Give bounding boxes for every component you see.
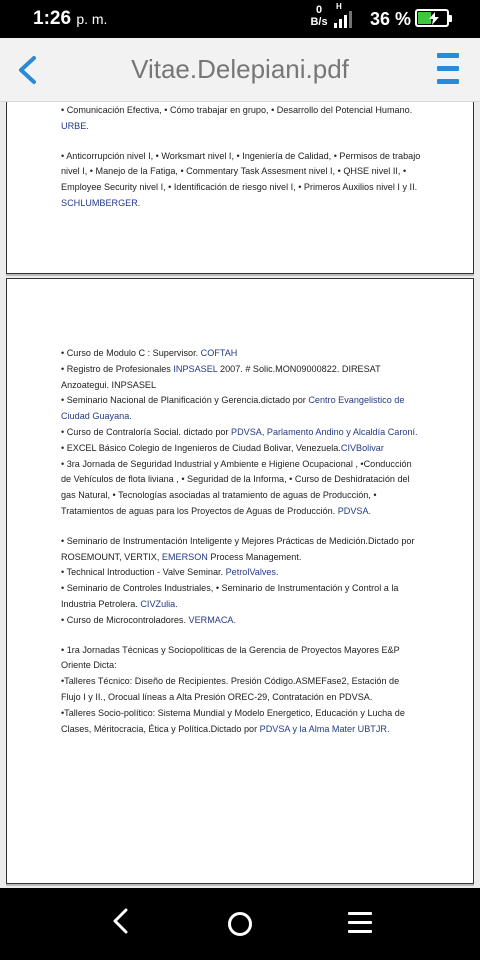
pdf-page — [6, 102, 474, 274]
document-paragraph — [61, 565, 421, 581]
document-paragraph — [61, 149, 421, 212]
document-paragraph — [61, 425, 421, 441]
hamburger-menu-icon — [437, 53, 459, 58]
system-nav-bar — [0, 888, 480, 960]
nav-recents-button[interactable] — [348, 912, 372, 934]
document-text: • Seminario de Controles Industriales, • Seminario de Instrumentación y Control a la Industria Petrolera. — [61, 583, 399, 609]
document-paragraph — [61, 457, 421, 520]
document-text: • Curso de Microcontroladores. — [61, 614, 189, 625]
triangle-back-icon — [108, 906, 132, 936]
document-text: 2007. # Solic.MON09000822. DIRESAT Anzoategui. INPSASEL — [61, 363, 381, 390]
document-link: SCHLUMBERGER. — [61, 197, 141, 208]
document-link: PetrolValves. — [225, 567, 279, 578]
document-paragraph — [61, 674, 421, 706]
document-text: • Seminario de Instrumentación Inteligente y Mejores Prácticas de Medición.Dictado por ROSEMOUNT, VERTIX, — [61, 535, 415, 562]
network-speed-value: 0 — [315, 4, 323, 16]
document-link: COFTAH — [200, 348, 238, 358]
network-speed-unit: B/s — [310, 16, 328, 28]
status-time — [33, 8, 107, 30]
document-paragraph — [61, 520, 421, 534]
document-text: • EXCEL Básico Colegio de Ingenieros de Ciudad Bolivar, Venezuela. — [61, 442, 341, 453]
signal-bars-icon — [333, 10, 353, 28]
document-link: EMERSON — [161, 551, 208, 562]
document-paragraph — [61, 629, 421, 643]
document-link: CIVZulia. — [140, 598, 178, 609]
menu-button[interactable] — [434, 53, 464, 87]
document-link: Centro Evangelistico de Ciudad Guayana. — [61, 395, 405, 422]
document-link: PDVSA y la Alma Mater UBTJR. — [259, 723, 390, 734]
battery-charging-icon — [415, 9, 449, 27]
clock-time: 1:26 — [33, 8, 72, 29]
back-button[interactable] — [8, 50, 48, 90]
document-text: • Seminario Nacional de Planificación y Gerencia.dictado por — [61, 395, 309, 406]
chevron-left-icon — [8, 50, 48, 90]
document-text: • Curso de Contraloría Social. dictado por — [61, 426, 231, 437]
document-text: • Technical Introduction - Valve Seminar. — [61, 567, 226, 578]
status-bar — [0, 0, 480, 38]
network-speed — [308, 4, 330, 28]
document-paragraph — [61, 643, 421, 675]
document-link: VERMACA. — [188, 614, 237, 625]
document-link: INPSASEL — [173, 363, 218, 374]
document-title: Vitae.Delepiani.pdf — [131, 54, 349, 84]
nav-back-button[interactable] — [108, 906, 132, 936]
network-type: H — [336, 2, 342, 11]
page-text — [61, 346, 421, 737]
battery-percent: 36 % — [370, 9, 412, 29]
document-text: • Anticorrupción nivel I, • Worksmart nivel I, • Ingeniería de Calidad, • Permisos de trabajo nivel I, • Manejo de la Fatiga, • Commentary Task Assesment nivel I, • QHSE nivel II, • Employee Security nivel I, • Identificación de riesgo nivel I, • Primeros Auxilios nivel I y II. — [61, 150, 421, 193]
pdf-viewer[interactable] — [0, 102, 480, 888]
nav-home-button[interactable] — [228, 912, 252, 936]
document-paragraph — [61, 103, 421, 135]
document-paragraph — [61, 362, 421, 394]
document-text: • Registro de Profesionales — [61, 363, 174, 374]
document-text: • Curso de Modulo C : Supervisor. — [61, 348, 201, 358]
document-link: CIVBolivar — [340, 442, 384, 453]
document-paragraph — [61, 393, 421, 425]
document-paragraph — [61, 534, 421, 566]
document-text: • 3ra Jornada de Seguridad Industrial y Ambiente e Higiene Ocupacional , •Conducción de Vehículos de flota liviana , • Seguridad de la Informa, • Curso de Deshidratación del gas Natural, • Tecnologías asociadas al tratamiento de aguas de Producción, • Tratamientos de aguas para los Proyectos de Aguas de Producción. — [61, 458, 412, 516]
document-text: Process Management. — [207, 551, 302, 562]
document-link: PDVSA, Parlamento Andino y Alcaldía Caroní. — [231, 426, 418, 437]
document-text: •Talleres Técnico: Diseño de Recipientes. Presión Código.ASMEFase2, Estación de Flujo I y II., Orocual líneas a Alta Presión OREC-29, Contratación en PDVSA. — [61, 676, 400, 702]
document-paragraph — [61, 706, 421, 738]
app-bar — [0, 38, 480, 102]
document-paragraph — [61, 441, 421, 457]
document-link: PDVSA. — [337, 505, 372, 516]
document-paragraph — [61, 581, 421, 613]
document-link: URBE. — [61, 120, 89, 131]
lines-recents-icon — [348, 912, 372, 915]
document-paragraph — [61, 613, 421, 629]
document-paragraph — [61, 135, 421, 149]
pdf-page — [6, 278, 474, 884]
clock-ampm: p. m. — [76, 11, 108, 27]
document-paragraph — [61, 346, 421, 362]
page-text — [61, 103, 421, 212]
document-text: • 1ra Jornadas Técnicas y Sociopolíticas de la Gerencia de Proyectos Mayores E&P Oriente Dicta: — [61, 644, 400, 671]
document-text: •Talleres Socio-político: Sistema Mundial y Modelo Energetico, Educación y Lucha de Clases, Méritocracia, Ética y Política.Dictado por — [61, 707, 405, 734]
document-text: • Comunicación Efectiva, • Cómo trabajar en grupo, • Desarrollo del Potencial Humano. — [61, 105, 413, 115]
